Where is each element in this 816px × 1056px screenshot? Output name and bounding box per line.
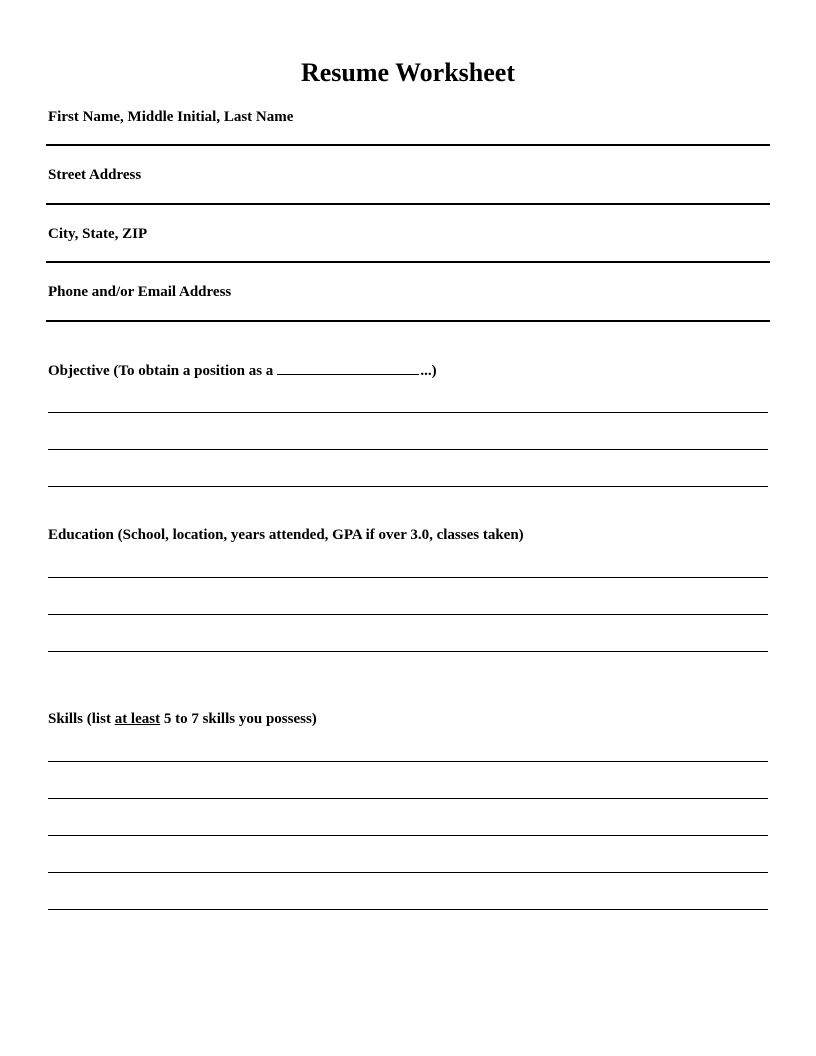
skills-label [48,710,317,728]
skills-line[interactable] [48,909,768,910]
objective-label [48,360,437,380]
name-label: First Name, Middle Initial, Last Name [48,109,294,125]
name-line[interactable] [46,144,770,146]
objective-blank[interactable] [277,360,419,375]
objective-suffix: ...) [420,363,437,379]
objective-prefix: Objective (To obtain a position as a [48,363,274,379]
street-label: Street Address [48,167,142,183]
skills-prefix: Skills (list [48,711,115,727]
skills-line[interactable] [48,798,768,799]
objective-line[interactable] [48,412,768,413]
contact-label: Phone and/or Email Address [48,284,232,300]
education-line[interactable] [48,577,768,578]
objective-line[interactable] [48,486,768,487]
skills-line[interactable] [48,872,768,873]
education-line[interactable] [48,614,768,615]
education-line[interactable] [48,651,768,652]
objective-line[interactable] [48,449,768,450]
skills-line[interactable] [48,761,768,762]
skills-emphasis: at least [114,711,161,727]
skills-suffix: 5 to 7 skills you possess) [160,711,317,727]
education-label: Education (School, location, years attended, GPA if over 3.0, classes taken) [48,527,524,543]
street-line[interactable] [46,203,770,205]
contact-line[interactable] [46,320,770,322]
city-label: City, State, ZIP [48,226,148,242]
city-line[interactable] [46,261,770,263]
skills-line[interactable] [48,835,768,836]
worksheet-title: Resume Worksheet [300,58,515,87]
